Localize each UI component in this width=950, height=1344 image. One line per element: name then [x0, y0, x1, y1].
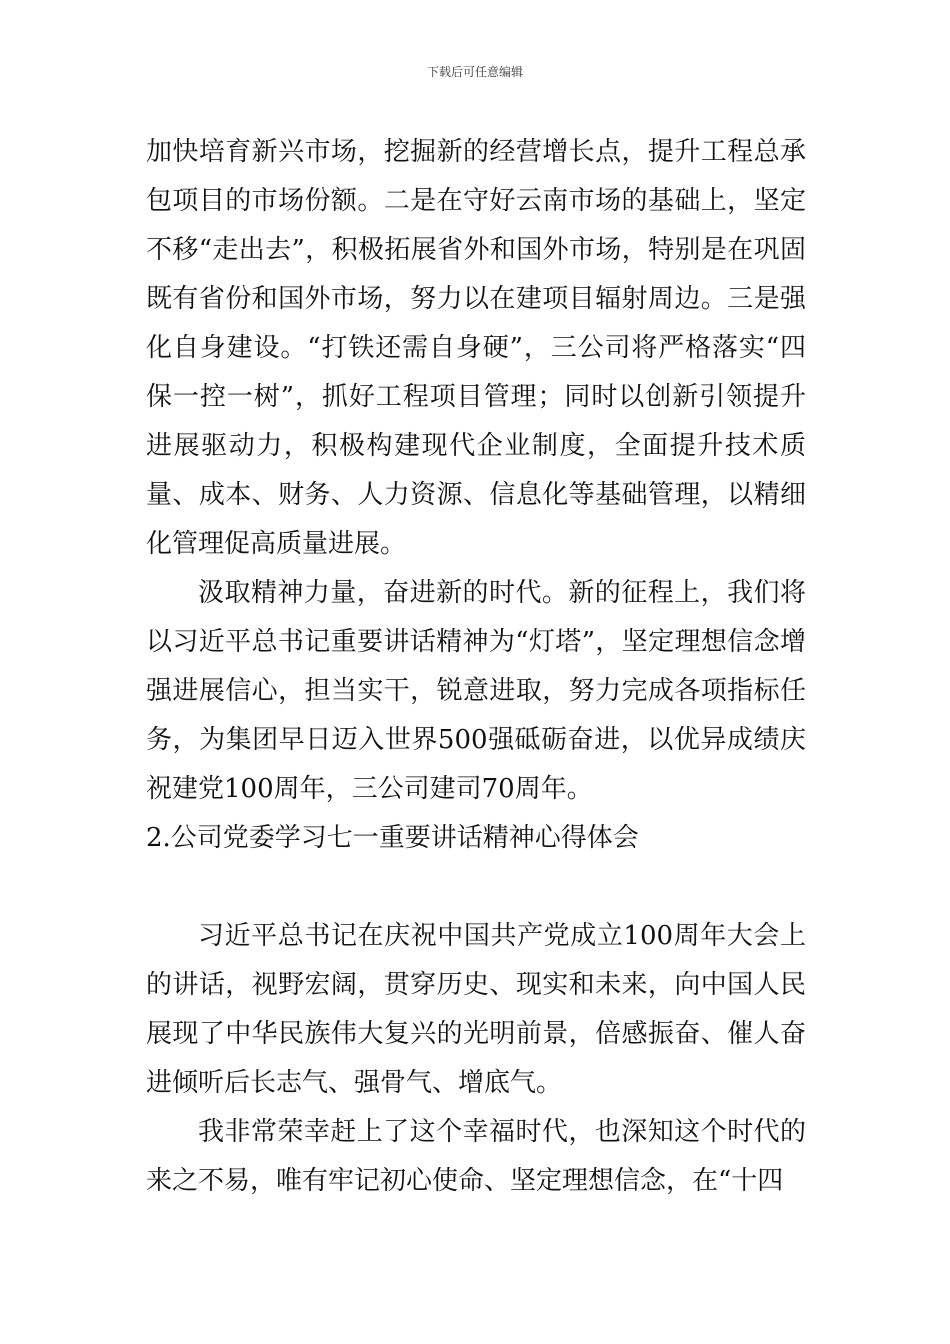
blank-line	[146, 863, 806, 912]
paragraph-speech: 习近平总书记在庆祝中国共产党成立100周年大会上的讲话，视野宏阔，贯穿历史、现实和未来，向中国人民展现了中华民族伟大复兴的光明前景，倍感振奋、催人奋进倾听后长志气、强骨气、增底气。	[146, 921, 806, 1098]
paragraph-continuation: 加快培育新兴市场，挖掘新的经营增长点，提升工程总承包项目的市场份额。二是在守好云南市场的基础上，坚定不移“走出去”，积极拓展省外和国外市场，特别是在巩固既有省份和国外市场，努力以在建项目辐射周边。三是强化自身建设。“打铁还需自身硬”，三公司将严格落实“四保一控一树”，抓好工程项目管理；同时以创新引领提升进展驱动力，积极构建现代企业制度，全面提升技术质量、成本、财务、人力资源、信息化等基础管理，以精细化管理促高质量进展。	[146, 137, 806, 559]
section-heading: 2.公司党委学习七一重要讲话精神心得体会	[146, 823, 639, 853]
paragraph-spirit: 汲取精神力量，奋进新的时代。新的征程上，我们将以习近平总书记重要讲话精神为“灯塔”，坚定理想信念增强进展信心，担当实干，锐意进取，努力完成各项指标任务，为集团早日迈入世界500强砥砺奋进，以优异成绩庆祝建党100周年，三公司建司70周年。	[146, 578, 806, 804]
document-body	[146, 128, 806, 1206]
paragraph-era: 我非常荣幸赶上了这个幸福时代，也深知这个时代的来之不易，唯有牢记初心使命、坚定理想信念，在“十四	[146, 1117, 806, 1196]
page-header-note: 下载后可任意编辑	[426, 65, 523, 79]
